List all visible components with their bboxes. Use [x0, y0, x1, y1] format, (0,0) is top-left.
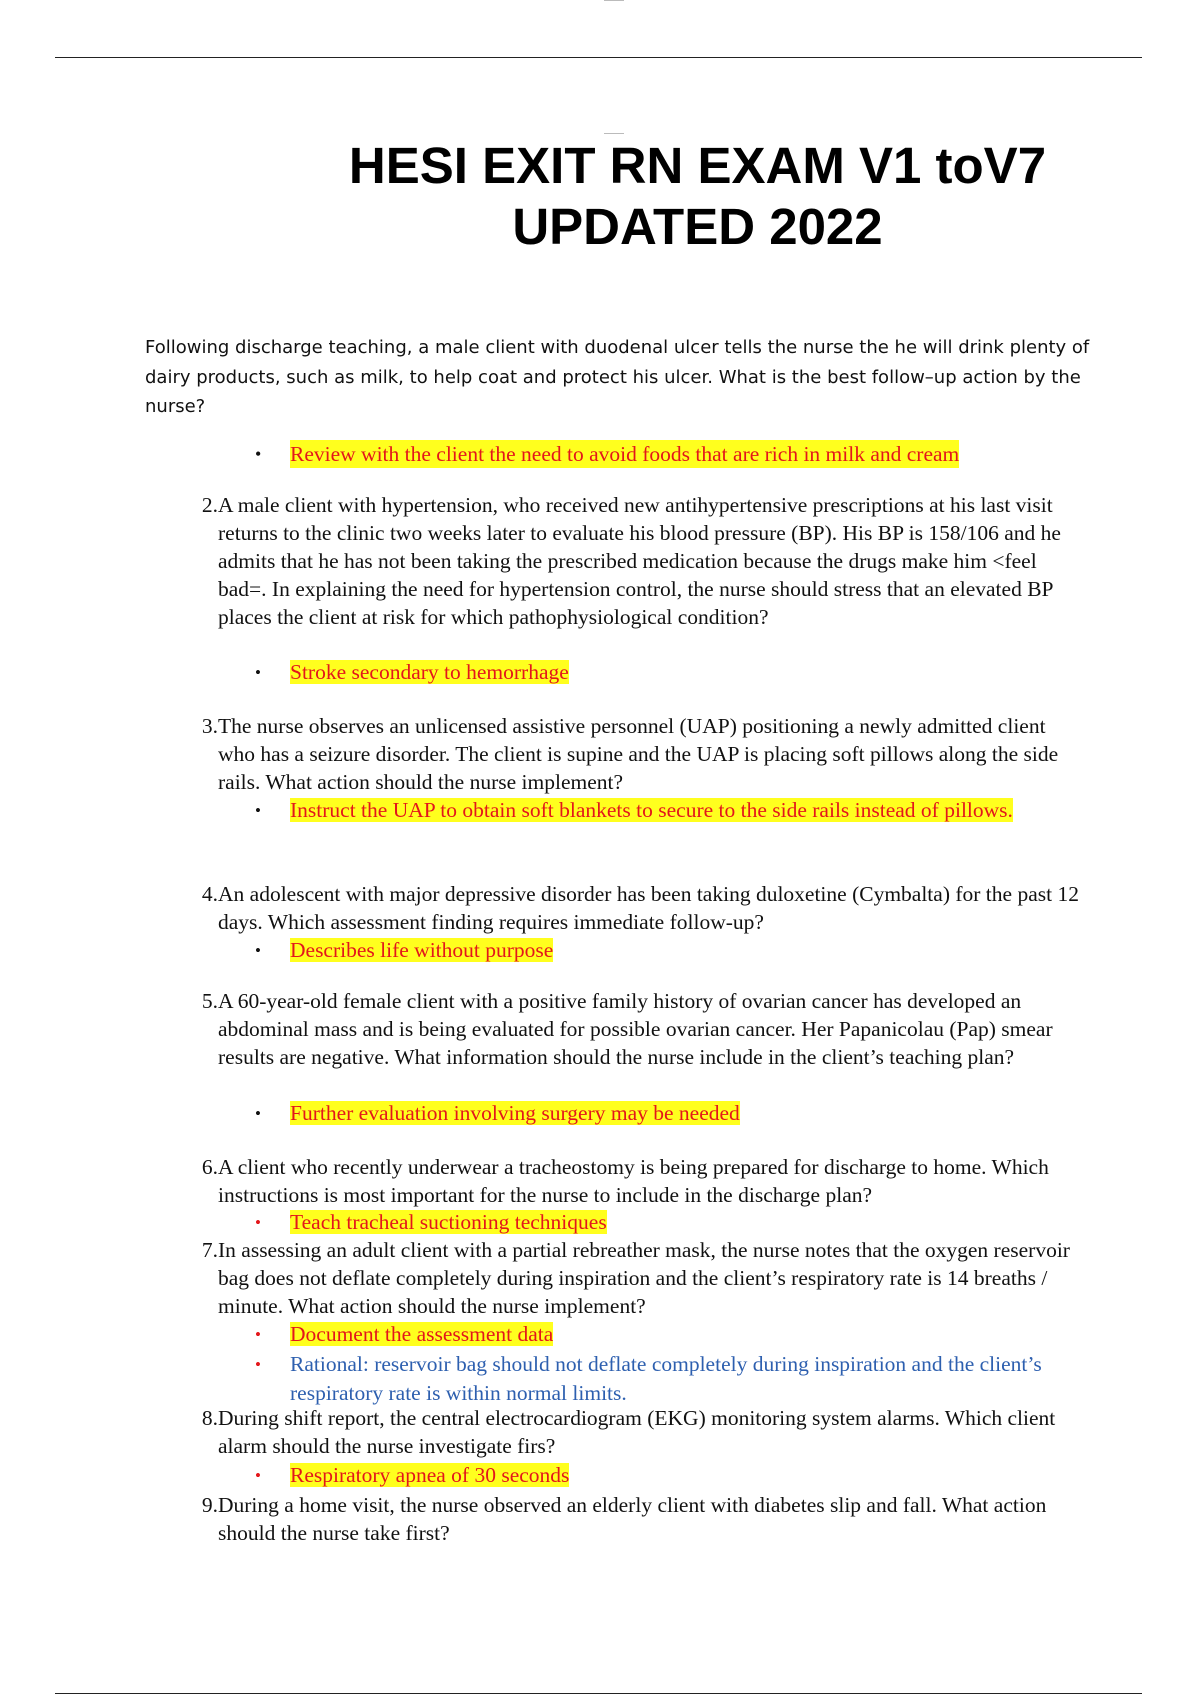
answer-text: Document the assessment data — [290, 1322, 554, 1346]
question-number: 9. — [201, 1493, 218, 1517]
question-8 — [178, 1404, 1083, 1460]
question-text: A client who recently underwear a tracheostomy is being prepared for discharge to home. Which instructions is most important for the nurse to include in the discharge plan? — [218, 1155, 1049, 1207]
question-6 — [178, 1153, 1083, 1209]
bullet-icon: • — [255, 801, 261, 820]
question-text: A male client with hypertension, who received new antihypertensive prescriptions at his last visit returns to the clinic two weeks later to evaluate his blood pressure (BP). His BP is 158/106 and he admits that he has not been taking the prescribed medication because the drugs make him <feel bad=. In explaining the need for hypertension control, the nurse should stress that an elevated BP places the client at risk for which pathophysiological condition? — [218, 493, 1061, 629]
bullet-icon: • — [255, 444, 262, 464]
answer-text: Further evaluation involving surgery may be needed — [290, 1101, 740, 1125]
rationale-row — [255, 1350, 1075, 1408]
answer-row — [255, 936, 1085, 965]
question-number: 6. — [201, 1155, 218, 1179]
answer-text: Stroke secondary to hemorrhage — [290, 660, 569, 684]
question-text: The nurse observes an unlicensed assistive personnel (UAP) positioning a newly admitted client who has a seizure disorder. The client is supine and the UAP is placing soft pillows along the side rails. What action should the nurse implement? — [218, 714, 1059, 794]
question-number: 2. — [201, 493, 218, 517]
answer-text: Teach tracheal suctioning techniques — [290, 1210, 607, 1234]
page-title — [200, 135, 1195, 257]
answer-text: Instruct the UAP to obtain soft blankets to secure to the side rails instead of pillows. — [290, 798, 1013, 822]
question-text: During a home visit, the nurse observed an elderly client with diabetes slip and fall. What action should the nurse take first? — [218, 1493, 1047, 1545]
answer-row — [255, 1461, 1085, 1490]
rationale-text: Rational: reservoir bag should not deflate completely during inspiration and the client’s respiratory rate is within normal limits. — [290, 1352, 1042, 1405]
question-text: A 60-year-old female client with a positive family history of ovarian cancer has developed an abdominal mass and is being evaluated for possible ovarian cancer. Her Papanicolau (Pap) smear results are negative. What information should the nurse include in the client’s teaching plan? — [218, 989, 1053, 1069]
question-3 — [178, 712, 1083, 796]
bullet-icon: • — [255, 1325, 261, 1344]
bottom-rule — [55, 1693, 1142, 1694]
answer-text: Respiratory apnea of 30 seconds — [290, 1463, 570, 1487]
bullet-icon: • — [255, 1355, 261, 1374]
intro-answer-row — [255, 440, 959, 468]
question-number: 4. — [201, 882, 218, 906]
question-number: 3. — [201, 714, 218, 738]
title-scan-mark — [604, 133, 624, 134]
title-line-1: HESI EXIT RN EXAM V1 toV7 — [348, 137, 1047, 194]
top-scan-mark — [604, 0, 624, 1]
bullet-icon: • — [255, 663, 261, 682]
top-rule — [55, 57, 1142, 58]
answer-row — [255, 1099, 1085, 1128]
question-7 — [178, 1236, 1083, 1320]
question-number: 7. — [201, 1238, 218, 1262]
intro-answer: Review with the client the need to avoid foods that are rich in milk and cream — [290, 442, 960, 466]
bullet-icon: • — [255, 1104, 261, 1123]
question-number: 5. — [201, 989, 218, 1013]
answer-row — [255, 658, 1085, 687]
answer-row — [255, 796, 1035, 825]
bullet-icon: • — [255, 1213, 261, 1232]
question-number: 8. — [201, 1406, 218, 1430]
question-5 — [178, 987, 1083, 1071]
question-9 — [178, 1491, 1083, 1547]
question-text: In assessing an adult client with a partial rebreather mask, the nurse notes that the oxygen reservoir bag does not deflate completely during inspiration and the client’s respiratory rate is 14 breaths / minute. What action should the nurse implement? — [218, 1238, 1070, 1318]
intro-question: Following discharge teaching, a male client with duodenal ulcer tells the nurse the he will drink plenty of dairy products, such as milk, to help coat and protect his ulcer. What is the best follow–up action by the nurse? — [145, 337, 1090, 417]
bullet-icon: • — [255, 1466, 261, 1485]
answer-text: Describes life without purpose — [290, 938, 554, 962]
answer-row — [255, 1208, 1085, 1237]
title-line-2: UPDATED 2022 — [512, 198, 883, 255]
question-text: An adolescent with major depressive disorder has been taking duloxetine (Cymbalta) for the past 12 days. Which assessment finding requires immediate follow-up? — [218, 882, 1079, 934]
question-text: During shift report, the central electrocardiogram (EKG) monitoring system alarms. Which client alarm should the nurse investigate firs? — [218, 1406, 1056, 1458]
bullet-icon: • — [255, 941, 261, 960]
answer-row — [255, 1320, 1085, 1349]
question-2 — [178, 491, 1083, 631]
question-4 — [178, 880, 1083, 936]
